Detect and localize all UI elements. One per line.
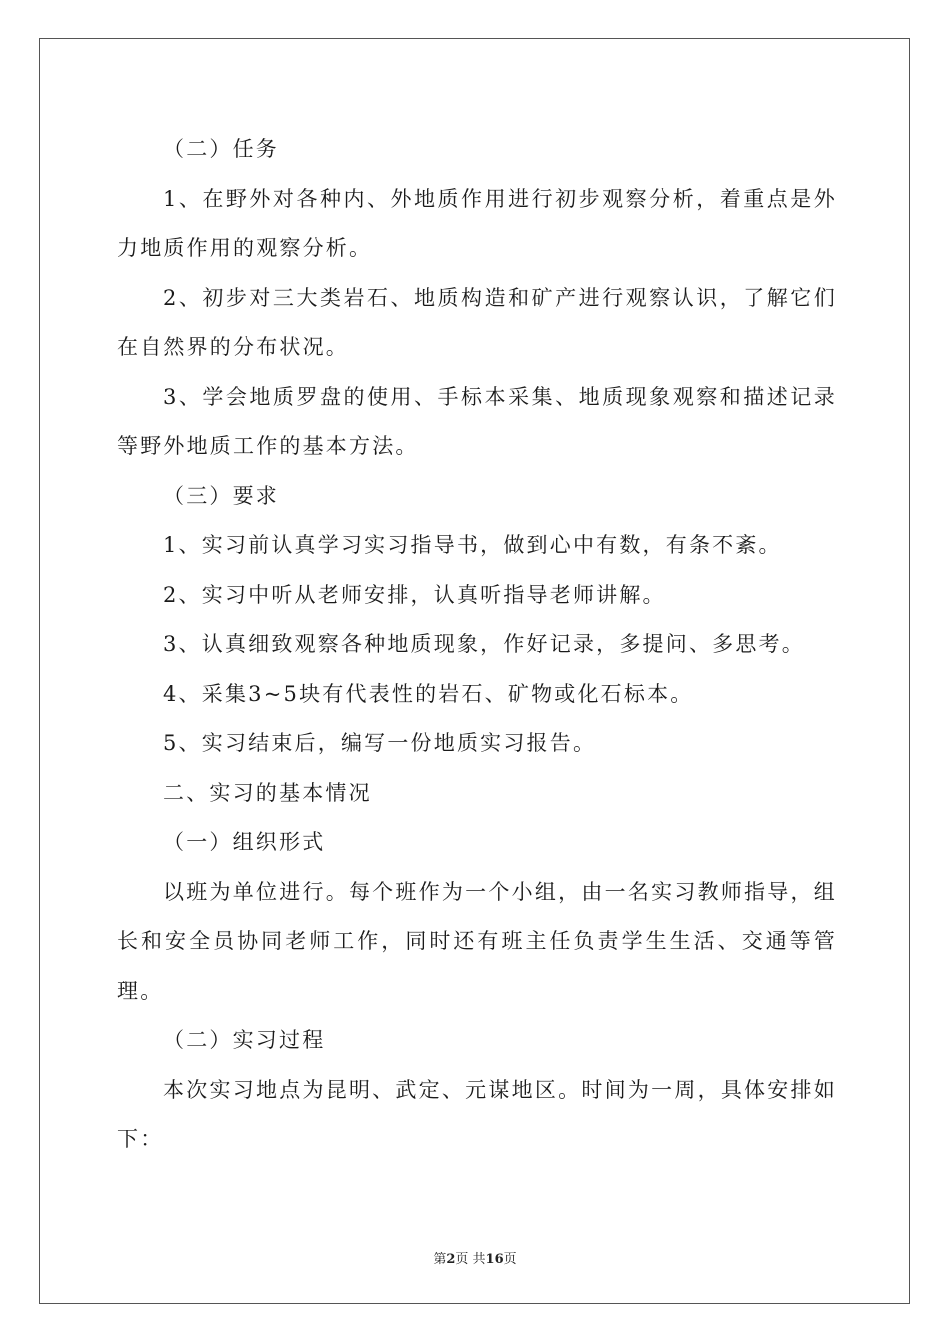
subheading-requirements: （三）要求 [163, 483, 279, 508]
paragraph: 以班为单位进行。每个班作为一个小组，由一名实习教师指导，组长和安全员协同老师工作，同时还有班主任负责学生生活、交通等管理。 [117, 879, 837, 1003]
paragraph: 3、认真细致观察各种地质现象，作好记录，多提问、多思考。 [163, 632, 805, 656]
subheading-tasks: （二）任务 [163, 137, 279, 161]
paragraph: 本次实习地点为昆明、武定、元谋地区。时间为一周，具体安排如下： [117, 1077, 837, 1151]
paragraph: 2、实习中听从老师安排，认真听指导老师讲解。 [163, 582, 666, 607]
paragraph: 1、在野外对各种内、外地质作用进行初步观察分析，着重点是外力地质作用的观察分析。 [117, 186, 837, 260]
page-footer [0, 1248, 950, 1267]
footer-prefix: 第 [433, 1252, 447, 1267]
paragraph: 1、实习前认真学习实习指导书，做到心中有数，有条不紊。 [163, 533, 782, 557]
subheading-organization: （一）组织形式 [163, 830, 326, 854]
footer-suffix: 页 [503, 1252, 517, 1267]
paragraph: 5、实习结束后，编写一份地质实习报告。 [163, 731, 597, 755]
paragraph: 4、采集3~5块有代表性的岩石、矿物或化石标本。 [163, 681, 694, 706]
paragraph: 3、学会地质罗盘的使用、手标本采集、地质现象观察和描述记录等野外地质工作的基本方法。 [117, 384, 837, 458]
footer-mid: 页 共 [455, 1252, 486, 1267]
footer-total-pages: 16 [485, 1252, 504, 1267]
paragraph: 2、初步对三大类岩石、地质构造和矿产进行观察认识，了解它们在自然界的分布状况。 [117, 285, 837, 359]
footer-page-number: 2 [446, 1252, 456, 1267]
section-heading: 二、实习的基本情况 [163, 780, 372, 805]
subheading-process: （二）实习过程 [163, 1028, 326, 1052]
document-body [117, 125, 837, 1165]
